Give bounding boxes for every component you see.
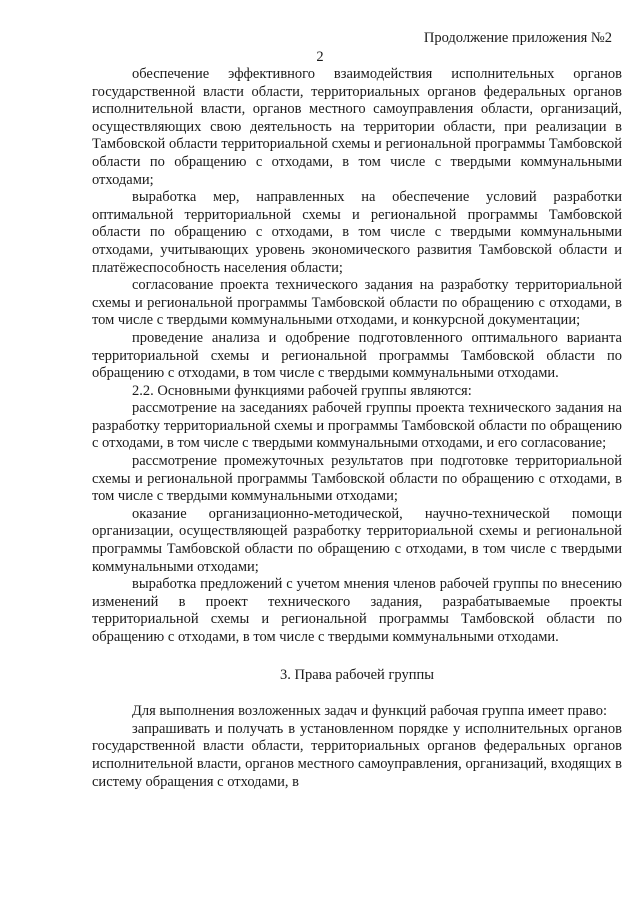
paragraph-review-results: рассмотрение промежуточных результатов при подготовке территориальной схемы и региональной программы Тамбовской области по обращению с отходами, в том числе с твердыми коммунальными отходами; (92, 453, 622, 505)
paragraph-proposals: выработка предложений с учетом мнения членов рабочей группы по внесению изменений в проект технического задания, разрабатываемые проекты территориальной схемы и региональной программы Тамбовской области по обращению с отходами, в том числе с твердыми коммунальными отходами. (92, 576, 622, 645)
paragraph-request-info: запрашивать и получать в установленном порядке у исполнительных органов государственной власти области, территориальных органов федеральных органов исполнительной власти, органов местного самоуправления, организаций, входящих в систему обращения с отходами, в (92, 720, 622, 790)
paragraph-review-spec: рассмотрение на заседаниях рабочей группы проекта технического задания на разработку территориальной схемы и программы Тамбовской области по обращению с отходами, в том числе с твердыми коммунальными отходами, и его согласование; (92, 400, 622, 452)
paragraph-approval-spec: согласование проекта технического задания на разработку территориальной схемы и региональной программы Тамбовской области по обращению с отходами, в том числе с твердыми коммунальными отходами, и конкурсной документации; (92, 277, 622, 329)
section-3-title: 3. Права рабочей группы (280, 666, 434, 683)
paragraph-functions-heading: 2.2. Основными функциями рабочей группы являются: (132, 382, 472, 399)
appendix-continuation-note: Продолжение приложения №2 (423, 30, 612, 46)
paragraph-measures: выработка мер, направленных на обеспечение условий разработки оптимальной территориальной схемы и региональной программы Тамбовской области по обращению с отходами, в том числе с твердыми коммунальными отходами, учитывающих уровень экономического развития Тамбовской области и платёжеспособность населения области; (92, 189, 622, 276)
paragraph-analysis: проведение анализа и одобрение подготовленного оптимального варианта территориальной схемы и региональной программы Тамбовской области по обращению с отходами, в том числе с твердыми коммунальными отходами. (92, 329, 622, 382)
paragraph-rights-intro: Для выполнения возложенных задач и функций рабочая группа имеет право: (132, 703, 608, 720)
paragraph-interaction: обеспечение эффективного взаимодействия исполнительных органов государственной власти области, территориальных органов федеральных органов исполнительной власти, органов местного самоуправления области, организаций, осуществляющих свою деятельность на территории области, при реализации в Тамбовской области территориальной схемы и региональной программы Тамбовской области по обращению с отходами, в том числе с твердыми коммунальными отходами; (92, 66, 622, 188)
document-body (92, 66, 622, 791)
page-number: 2 (316, 49, 324, 65)
paragraph-assistance: оказание организационно-методической, научно-технической помощи организации, осуществляющей разработку территориальной схемы и региональной программы Тамбовской области по обращению с отходами, в том числе с твердыми коммунальными отходами; (92, 505, 622, 575)
